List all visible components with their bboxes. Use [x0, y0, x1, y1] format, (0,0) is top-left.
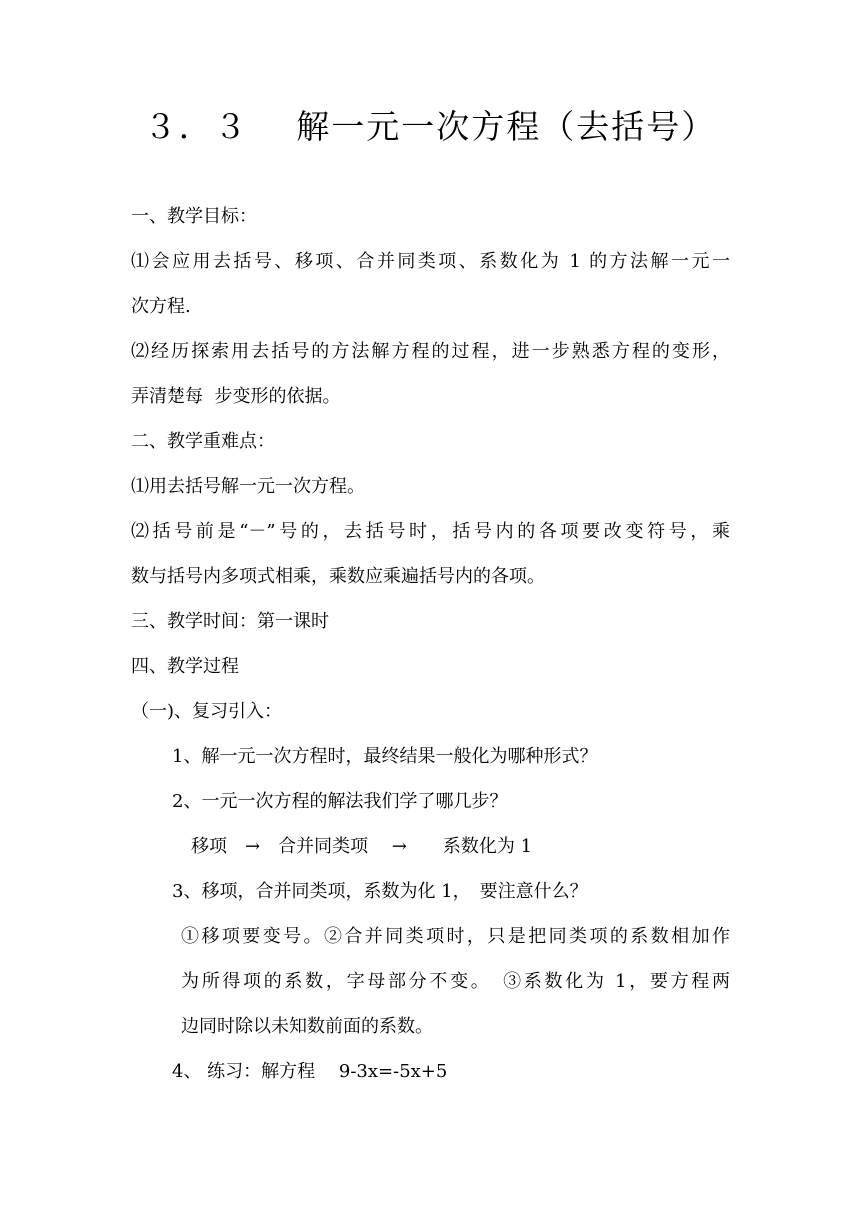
paragraph-line: ⑵经历探索用去括号的方法解方程的过程，进一步熟悉方程的变形，: [131, 341, 730, 362]
paragraph-line: 数与括号内多项式相乘，乘数应乘遍括号内的各项。: [131, 566, 545, 587]
paragraph-line: ⑴用去括号解一元一次方程。: [131, 476, 365, 497]
section-heading-time: 三、教学时间：第一课时: [131, 611, 329, 632]
paragraph-line: ⑴会应用去括号、移项、合并同类项、系数化为 1 的方法解一元一: [131, 251, 730, 272]
document-title: ３．３ 解一元一次方程（去括号）: [143, 107, 717, 146]
steps-line: 移项 → 合并同类项 → 系数化为 1: [191, 836, 533, 857]
list-item: 3、移项，合并同类项，系数为化 1， 要注意什么？: [172, 881, 588, 902]
subsection-heading-review: （一)、复习引入：: [131, 701, 283, 722]
section-heading-key-points: 二、教学重难点：: [131, 431, 275, 452]
list-item-exercise: 4、 练习：解方程 9-3x=-5x+5: [172, 1061, 448, 1082]
list-item: 1、解一元一次方程时，最终结果一般化为哪种形式？: [172, 746, 598, 767]
paragraph-line: 次方程.: [131, 296, 191, 317]
paragraph-line: 弄清楚每 步变形的依据。: [131, 386, 341, 407]
paragraph-line: ⑵括号前是“－”号的，去括号时，括号内的各项要改变符号，乘: [131, 521, 730, 542]
list-item: 2、一元一次方程的解法我们学了哪几步？: [172, 791, 508, 812]
paragraph-line: 为所得项的系数，字母部分不变。 ③系数化为 1，要方程两: [181, 971, 730, 992]
section-heading-objectives: 一、教学目标：: [131, 206, 257, 227]
paragraph-line: ①移项要变号。②合并同类项时，只是把同类项的系数相加作: [181, 926, 730, 947]
section-heading-process: 四、教学过程: [131, 656, 239, 677]
paragraph-line: 边同时除以未知数前面的系数。: [181, 1016, 433, 1037]
